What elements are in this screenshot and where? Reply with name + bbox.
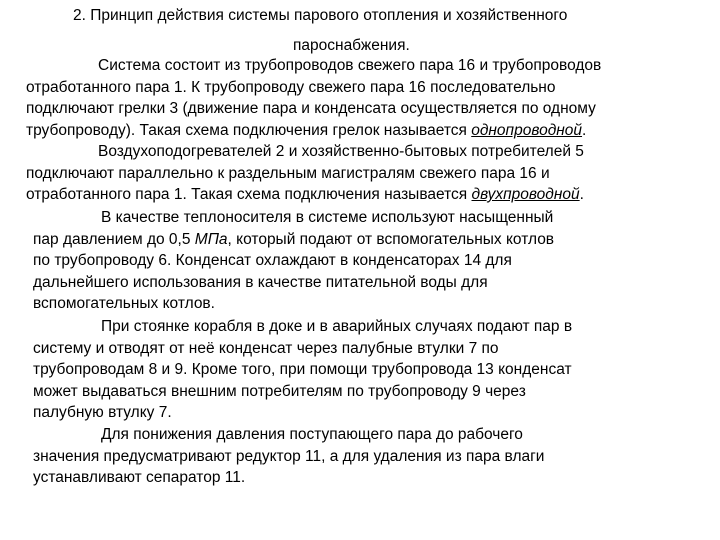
text-line: вспомогательных котлов. <box>33 295 215 312</box>
text-fragment: . <box>579 186 584 203</box>
text-line: отработанного пара 1. К трубопроводу свежего пара 16 последовательно <box>26 78 556 96</box>
paragraph-system-structure <box>26 55 601 141</box>
text-line: может выдаваться внешним потребителям по трубопроводу 9 через <box>33 382 526 400</box>
text-line: по трубопроводу 6. Конденсат охлаждают в конденсаторах 14 для <box>33 252 512 269</box>
text-line: В качестве теплоносителя в системе используют насыщенный <box>101 209 554 226</box>
term-single-pipe: однопроводной <box>471 121 583 139</box>
text-fragment: трубопроводу). Такая схема подключения грелок называется <box>26 121 472 139</box>
text-line <box>26 184 584 206</box>
text-line <box>26 120 601 142</box>
text-line: подключают параллельно к раздельным магистралям свежего пара 16 и <box>26 164 550 182</box>
text-line: При стоянке корабля в доке и в аварийных случаях подают пар в <box>101 318 573 335</box>
text-line <box>33 229 554 251</box>
term-two-pipe: двухпроводной <box>471 186 580 203</box>
pressure-unit: МПа <box>194 230 228 248</box>
text-fragment: . <box>582 121 587 139</box>
paragraph-dock-operation <box>33 316 572 424</box>
text-line: устанавливают сепаратор 11. <box>33 469 246 486</box>
paragraph-heat-carrier <box>33 207 554 315</box>
text-line: систему и отводят от неё конденсат через палубные втулки 7 по <box>33 339 499 357</box>
text-line: значения предусматривают редуктор 11, а для удаления из пара влаги <box>33 447 545 465</box>
text-line: палубную втулку 7. <box>33 404 172 421</box>
text-fragment: отработанного пара 1. Такая схема подключения называется <box>26 186 472 203</box>
text-line: подключают грелки 3 (движение пара и конденсата осуществляется по одному <box>26 100 596 117</box>
text-line: дальнейшего использования в качестве питательной воды для <box>33 273 488 291</box>
slide-title: 2. Принцип действия системы парового отопления и хозяйственного <box>73 7 568 24</box>
slide-title-continuation: пароснабжения. <box>293 37 410 54</box>
text-line: Система состоит из трубопроводов свежего пара 16 и трубопроводов <box>98 57 602 74</box>
paragraph-air-heaters <box>26 141 584 206</box>
text-fragment: , который подают от вспомогательных котлов <box>227 230 555 248</box>
text-line: трубопроводам 8 и 9. Кроме того, при помощи трубопровода 13 конденсат <box>33 361 572 378</box>
paragraph-pressure-reduction <box>33 424 544 489</box>
text-line: Для понижения давления поступающего пара до рабочего <box>101 426 523 443</box>
text-line: Воздухоподогревателей 2 и хозяйственно-бытовых потребителей 5 <box>98 143 584 160</box>
text-fragment: пар давлением до 0,5 <box>33 230 195 248</box>
